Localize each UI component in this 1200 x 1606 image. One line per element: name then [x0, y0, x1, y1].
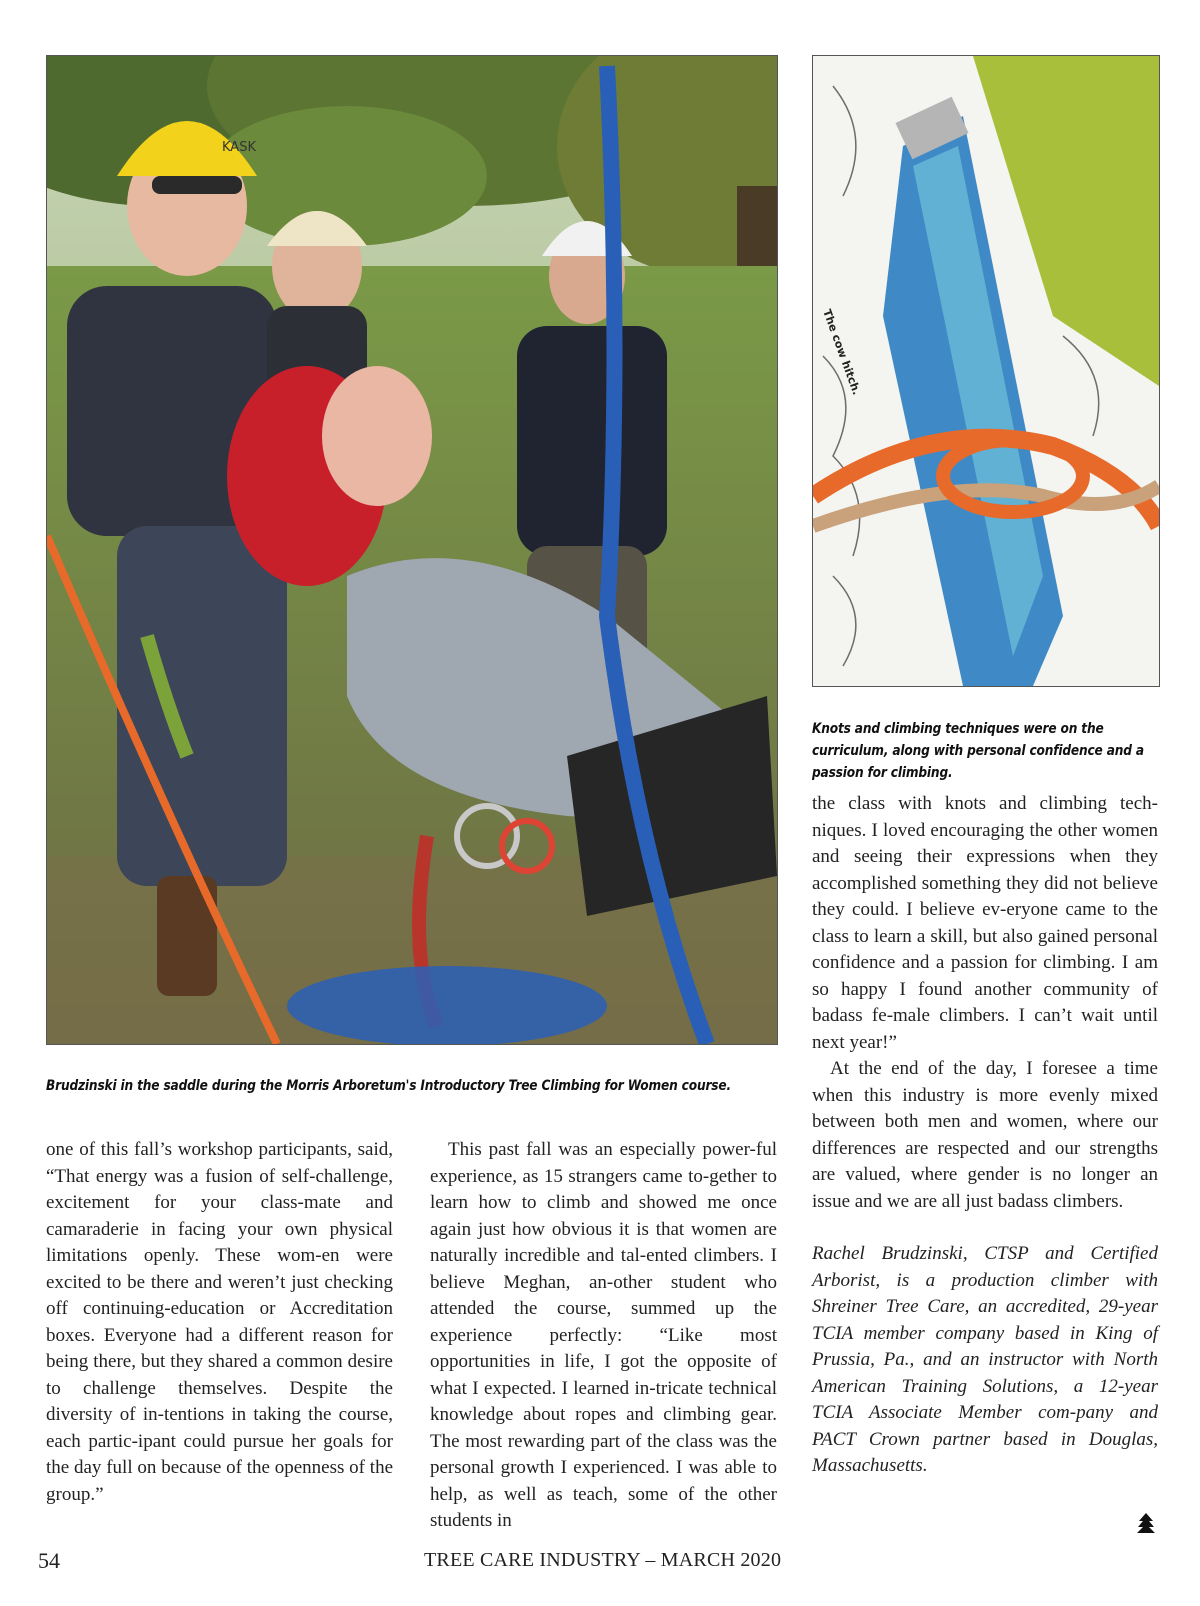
main-photo-caption: Brudzinski in the saddle during the Morris Arboretum's Introductory Tree Climbing for Women course. — [46, 1078, 731, 1094]
coiled-blue-rope — [287, 966, 607, 1044]
article-column-3 — [812, 791, 1158, 1480]
publication-footer: TREE CARE INDUSTRY – MARCH 2020 — [424, 1549, 782, 1571]
article-column-1 — [46, 1137, 393, 1508]
article-paragraph: one of this fall’s workshop participants, said, “That energy was a fusion of self-challenge, excitement for your class-mate and camaraderie in facing your own physical limitations openly. These wom-en were excited to be there and weren’t just checking off continuing-education or Accreditation boxes. Everyone had a different reason for being there, but they shared a common desire to challenge themselves. Despite the diversity of in-tentions in taking the course, each partic-ipant could pursue her goals for the day full on because of the openness of the group.” — [46, 1139, 393, 1505]
article-paragraph: This past fall was an especially power-ful experience, as 15 strangers came to-gether to learn how to climb and showed me once again just how obvious it is that women are naturally incredible and tal-ented climbers. I believe Meghan, an-other student who attended the course, summed up the experience perfectly: “Like most opportunities in life, I got the opposite of what I expected. I learned in-tricate technical knowledge about ropes and climbing gear. The most rewarding part of the class was the personal growth I experienced. I was able to help, as well as teach, some of the other students in — [430, 1139, 777, 1531]
tree-end-mark-icon — [1136, 1512, 1156, 1536]
climbing-course-photo — [47, 56, 777, 1044]
article-paragraph: At the end of the day, I foresee a time when this industry is more evenly mixed between both men and women, where our differences are respected and our strengths are valued, where gender is no longer an issue and we are all just badass climbers. — [812, 1058, 1158, 1212]
helmet-logo-text: KASK — [222, 140, 256, 155]
side-photo-caption: Knots and climbing techniques were on the curriculum, along with personal confidence and a passion for climbing. — [812, 721, 1144, 781]
page-number: 54 — [38, 1548, 60, 1573]
article-paragraph: the class with knots and climbing tech-niques. I loved encouraging the other women and seeing their expressions when they accomplished something they did not believe they could. I believe ev-eryone came to the class to learn a skill, but also gained personal confidence and a passion for climbing. I am so happy I found another community of badass fe-male climbers. I can’t wait until next year!” — [812, 793, 1158, 1053]
knot-bottle-photo — [813, 56, 1159, 686]
sheet-heading: The cow hitch. — [820, 307, 864, 397]
author-bio: Rachel Brudzinski, CTSP and Certified Arborist, is a production climber with Shreiner Tree Care, an accredited, 29-year TCIA member company based in King of Prussia, Pa., and an instructor with North American Training Solutions, a 12-year TCIA Associate Member com-pany and PACT Crown partner based in Douglas, Massachusetts. — [812, 1243, 1158, 1476]
main-photo — [46, 55, 778, 1045]
side-photo — [812, 55, 1160, 687]
article-column-2 — [430, 1137, 777, 1535]
